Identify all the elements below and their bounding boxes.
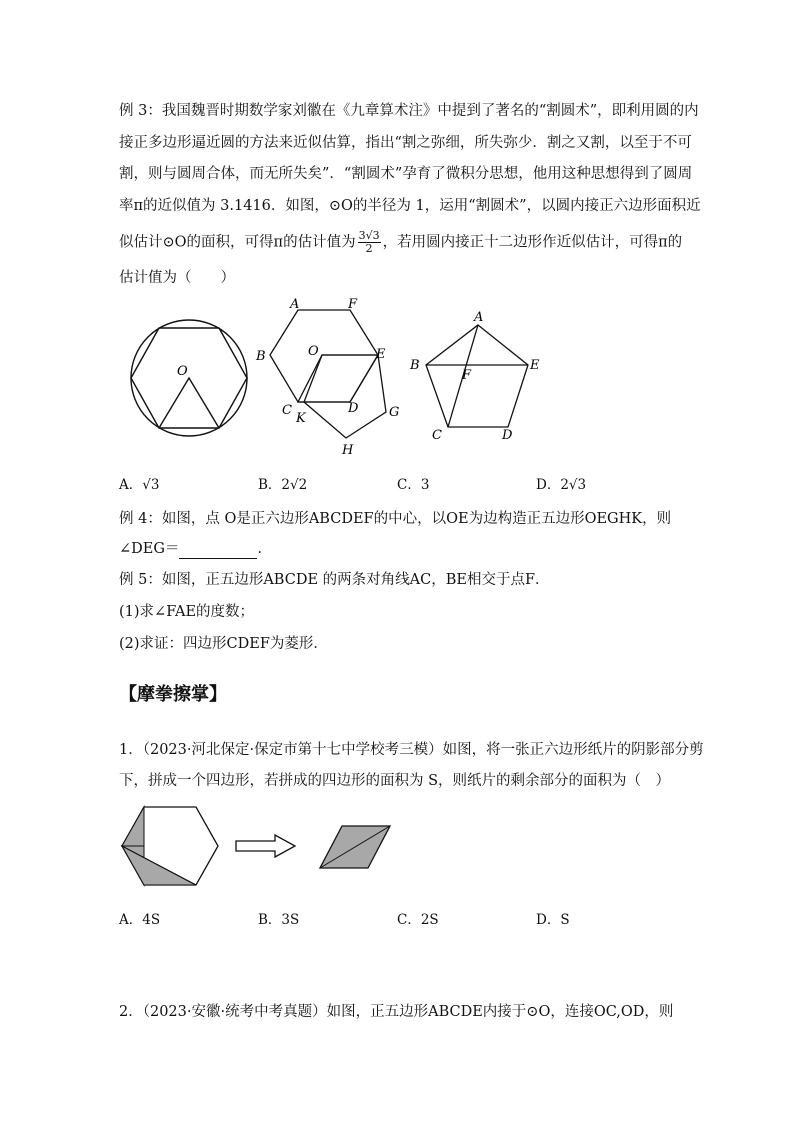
choice-c[interactable]: C．2S — [397, 912, 439, 928]
q1-line1: 1．（2023·河北保定·保定市第十七中学校考三模）如图，将一张正六边形纸片的阴影部分剪 — [119, 742, 704, 758]
fig2-label-F: F — [348, 297, 358, 312]
fig2-label-K: K — [296, 411, 306, 426]
example4-line2 — [119, 539, 272, 559]
choice-b[interactable]: B．3S — [258, 912, 300, 928]
fig2-label-B: B — [256, 349, 266, 364]
fig2-label-C: C — [282, 403, 292, 418]
fig2-label-E: E — [376, 347, 386, 362]
example3-line6: 估计值为（ ） — [119, 270, 235, 286]
fig3-label-B: B — [410, 358, 420, 373]
figure-shaded-parallelogram — [318, 824, 392, 870]
choice-b[interactable]: B．2√2 — [258, 477, 308, 493]
fig2-label-O: O — [308, 344, 319, 359]
fig3-label-E: E — [530, 358, 540, 373]
fraction-denominator: 2 — [365, 242, 373, 255]
example3-choices — [119, 473, 679, 493]
q1-choices — [119, 908, 679, 928]
choice-d[interactable]: D．S — [536, 912, 570, 928]
q2-line1: 2．（2023·安徽·统考中考真题）如图，正五边形ABCDE内接于⊙O，连接OC,OD，则 — [119, 1004, 674, 1020]
figure-shaded-hexagon — [120, 803, 220, 889]
fig1-label-O: O — [177, 364, 188, 379]
example4-end: ． — [257, 541, 272, 557]
fig2-label-A: A — [290, 297, 300, 312]
fraction-3root3-over-2 — [358, 230, 381, 255]
example5-line1: 例 5：如图，正五边形ABCDE 的两条对角线AC，BE相交于点F． — [119, 572, 550, 588]
section-heading: 【摩拳擦掌】 — [119, 684, 227, 705]
choice-d[interactable]: D．2√3 — [536, 477, 587, 493]
fig3-label-C: C — [432, 428, 442, 443]
fig2-label-D: D — [348, 401, 359, 416]
example3-line1: 例 3：我国魏晋时期数学家刘徽在《九章算术注》中提到了著名的“割圆术”，即利用圆的内 — [119, 103, 699, 119]
fig3-label-D: D — [502, 428, 513, 443]
q1-line2: 下，拼成一个四边形，若拼成的四边形的面积为 S，则纸片的剩余部分的面积为（ ） — [119, 773, 671, 789]
example3-line5-end: ，若用圆内接正十二边形作近似估计，可得π的 — [382, 234, 683, 251]
example5-line2: (1)求∠FAE的度数； — [119, 604, 255, 620]
figure-pentagon-diagonals — [404, 305, 552, 445]
example3-line4: 率π的近似值为 3.1416．如图，⊙O的半径为 1，运用“割圆术”，以圆内接正六边形面积近 — [119, 198, 701, 214]
example3-line3: 割，则与圆周合体，而无所失矣”．“割圆术”孕育了微积分思想，他用这种思想得到了圆周 — [119, 166, 693, 182]
answer-blank[interactable] — [179, 544, 257, 559]
figure-circle-hexagon — [126, 318, 252, 438]
example3-line5-start: 似估计⊙O的面积，可得π的估计值为 — [119, 234, 356, 251]
figure-hexagon-pentagon — [254, 292, 406, 460]
choice-a[interactable]: A．4S — [119, 912, 161, 928]
example4-angle: ∠DEG＝ — [119, 541, 180, 557]
arrow-icon — [235, 833, 297, 859]
fig2-label-G: G — [389, 405, 400, 420]
example4-line1: 例 4：如图，点 O是正六边形ABCDEF的中心，以OE为边构造正五边形OEGHK，则 — [119, 511, 672, 527]
fig3-label-A: A — [474, 310, 484, 325]
fraction-numerator: 3√3 — [358, 229, 380, 242]
fig2-label-H: H — [342, 443, 354, 458]
choice-a[interactable]: A．√3 — [119, 477, 160, 493]
fig3-label-F: F — [462, 368, 472, 383]
example3-line5 — [119, 230, 682, 255]
example3-line2: 接正多边形逼近圆的方法来近似估算，指出“割之弥细，所失弥少．割之又割，以至于不可 — [119, 135, 692, 151]
example5-line3: (2)求证：四边形CDEF为菱形． — [119, 636, 328, 652]
choice-c[interactable]: C．3 — [397, 477, 430, 493]
